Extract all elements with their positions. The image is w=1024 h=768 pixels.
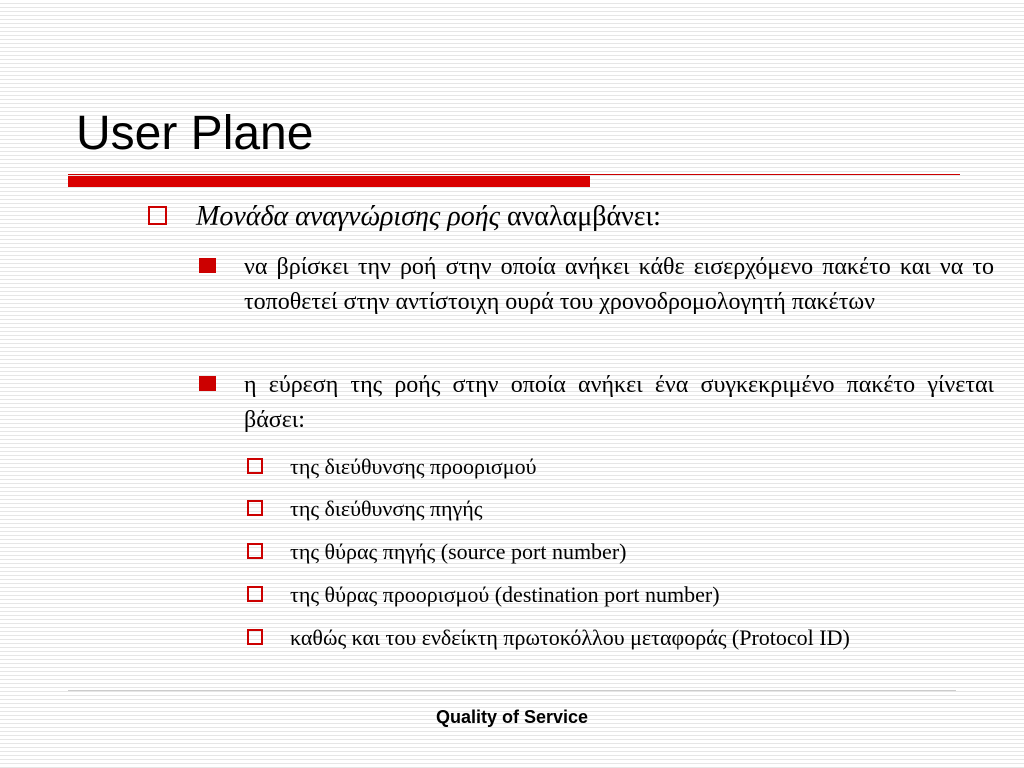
title-divider-accent xyxy=(68,176,590,187)
level1-item xyxy=(196,199,996,235)
hollow-square-bullet-icon xyxy=(247,629,263,645)
level3-item: της θύρας πηγής (source port number) xyxy=(290,539,627,564)
level1-text: αναλαμβάνει: xyxy=(499,201,661,232)
hollow-square-bullet-icon xyxy=(148,206,167,225)
slide-footer: Quality of Service xyxy=(435,707,589,727)
hollow-square-bullet-icon xyxy=(247,586,263,602)
level2-item: να βρίσκει την ροή στην οποία ανήκει κάθε εισερχόμενο πακέτο και να το τοποθετεί στην αντίστοιχη ουρά του χρονοδρομολογητή πακέτων xyxy=(244,254,994,315)
level1-italic-term: Μονάδα αναγνώρισης ροής xyxy=(196,201,500,232)
hollow-square-bullet-icon xyxy=(247,500,263,516)
hollow-square-bullet-icon xyxy=(247,458,263,474)
footer-divider xyxy=(68,690,956,691)
solid-square-bullet-icon xyxy=(199,376,216,391)
slide-title: User Plane xyxy=(76,107,314,160)
level3-item: της διεύθυνσης πηγής xyxy=(290,496,483,521)
hollow-square-bullet-icon xyxy=(247,543,263,559)
level3-item: της θύρας προορισμού (destination port number) xyxy=(290,582,720,607)
solid-square-bullet-icon xyxy=(199,258,216,273)
title-divider-thin xyxy=(68,174,960,175)
level3-item: της διεύθυνσης προορισμού xyxy=(290,454,537,479)
level3-item: καθώς και του ενδείκτη πρωτοκόλλου μεταφοράς (Protocol ID) xyxy=(290,625,850,650)
level2-item: η εύρεση της ροής στην οποία ανήκει ένα συγκεκριμένο πακέτο γίνεται βάσει: xyxy=(244,372,994,433)
